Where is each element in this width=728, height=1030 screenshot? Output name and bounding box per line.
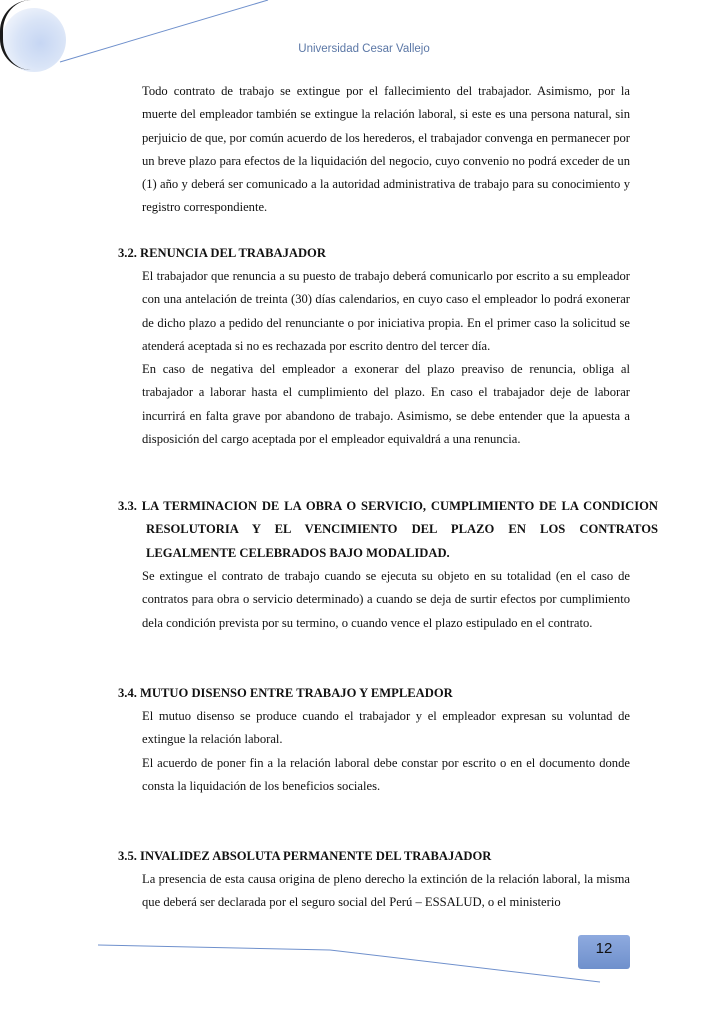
- intro-paragraph: Todo contrato de trabajo se extingue por el fallecimiento del trabajador. Asimismo, por la muerte del empleador también se extingue la relación laboral, si este es una persona natural, sin perjuicio de que, por común acuerdo de los herederos, el trabajador convenga en permanecer por un breve plazo para efectos de la liquidación del negocio, cuyo convenio no podrá exceder de un (1) año y deberá ser comunicado a la autoridad administrativa de trabajo para su conocimiento y registro correspondiente.: [142, 84, 630, 215]
- intro-block: [142, 80, 630, 220]
- section-3-3-paragraph-1: Se extingue el contrato de trabajo cuando se ejecuta su objeto en su totalidad (en el caso de contratos para obra o servicio determinado) a cuando se deja de surtir efectos por cumplimiento dela condición prevista por su termino, o cuando vence el plazo estipulado en el contrato.: [142, 569, 630, 630]
- footer-rule-left: [98, 945, 330, 950]
- header-title: Universidad Cesar Vallejo: [298, 43, 430, 55]
- section-3-2-body: [142, 265, 630, 451]
- section-heading-3-3: 3.3. LA TERMINACION DE LA OBRA O SERVICIO, CUMPLIMIENTO DE LA CONDICION RESOLUTORIA Y EL VENCIMIENTO DEL PLAZO EN LOS CONTRATOS LEGALMENTE CELEBRADOS BAJO MODALIDAD.: [118, 499, 658, 560]
- section-heading-3-4: 3.4. MUTUO DISENSO ENTRE TRABAJO Y EMPLEADOR: [118, 686, 453, 700]
- section-heading-3-2: 3.2. RENUNCIA DEL TRABAJADOR: [118, 246, 326, 260]
- section-3-5-body: [142, 868, 630, 915]
- section-3-4-paragraph-1: El mutuo disenso se produce cuando el trabajador y el empleador expresan su voluntad de extingue la relación laboral.: [142, 709, 630, 747]
- section-3-5-paragraph-1: La presencia de esta causa origina de pleno derecho la extinción de la relación laboral, la misma que deberá ser declarada por el seguro social del Perú – ESSALUD, o el ministerio: [142, 872, 630, 910]
- section-3-4-paragraph-2: El acuerdo de poner fin a la relación laboral debe constar por escrito o en el documento donde consta la liquidación de los beneficios sociales.: [142, 755, 630, 793]
- section-3-3-body: [142, 565, 630, 635]
- section-3-2-paragraph-2: En caso de negativa del empleador a exonerar del plazo preaviso de renuncia, obliga al trabajador a laborar hasta el cumplimiento del plazo. En caso el trabajador deje de laborar incurrirá en falta grave por abandono de trabajo. Asimismo, se debe entender que la apuesta a disposición del cargo aceptada por el empleador equivaldrá a una renuncia.: [142, 362, 630, 447]
- section-3-4-body: [142, 705, 630, 798]
- section-heading-3-5: 3.5. INVALIDEZ ABSOLUTA PERMANENTE DEL TRABAJADOR: [118, 849, 492, 863]
- page-number: 12: [595, 940, 613, 957]
- section-3-2-paragraph-1: El trabajador que renuncia a su puesto de trabajo deberá comunicarlo por escrito a su empleador con una antelación de treinta (30) días calendarios, en cuyo caso el empleador lo podrá exonerar de dicho plazo a pedido del renunciante o por iniciativa propia. En el primer caso la solicitud se atenderá aceptada si no es rechazada por escrito dentro del tercer día.: [142, 269, 630, 353]
- footer-rule-right: [330, 950, 600, 982]
